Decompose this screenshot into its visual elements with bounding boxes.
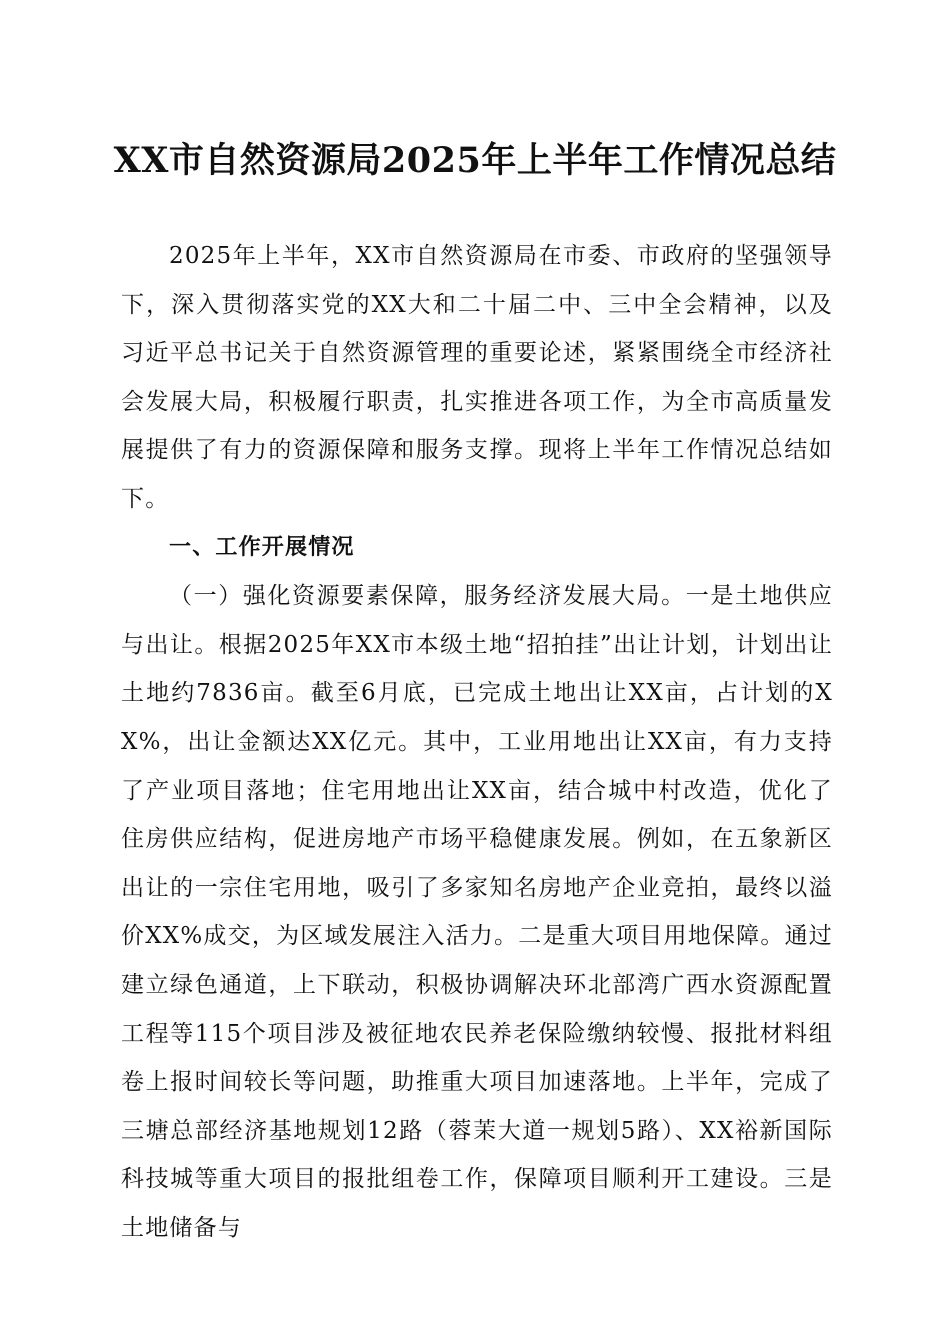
intro-paragraph: 2025年上半年，XX市自然资源局在市委、市政府的坚强领导下，深入贯彻落实党的XX大和二十届二中、三中全会精神，以及习近平总书记关于自然资源管理的重要论述，紧紧围绕全市经济社会发展大局，积极履行职责，扎实推进各项工作，为全市高质量发展提供了有力的资源保障和服务支撑。现将上半年工作情况总结如下。 <box>121 243 833 512</box>
section-heading: 一、工作开展情况 <box>169 534 355 560</box>
document-title: XX市自然资源局2025年上半年工作情况总结 <box>113 140 837 181</box>
document-body <box>121 232 833 1252</box>
body-paragraph: （一）强化资源要素保障，服务经济发展大局。一是土地供应与出让。根据2025年XX市本级土地“招拍挂”出让计划，计划出让土地约7836亩。截至6月底，已完成土地出让XX亩，占计划的XX%，出让金额达XX亿元。其中，工业用地出让XX亩，有力支持了产业项目落地；住宅用地出让XX亩，结合城中村改造，优化了住房供应结构，促进房地产市场平稳健康发展。例如，在五象新区出让的一宗住宅用地，吸引了多家知名房地产企业竞拍，最终以溢价XX%成交，为区域发展注入活力。二是重大项目用地保障。通过建立绿色通道，上下联动，积极协调解决环北部湾广西水资源配置工程等115个项目涉及被征地农民养老保险缴纳较慢、报批材料组卷上报时间较长等问题，助推重大项目加速落地。上半年，完成了三塘总部经济基地规划12路（蓉茉大道一规划5路）、XX裕新国际科技城等重大项目的报批组卷工作，保障项目顺利开工建设。三是土地储备与 <box>121 583 833 1241</box>
